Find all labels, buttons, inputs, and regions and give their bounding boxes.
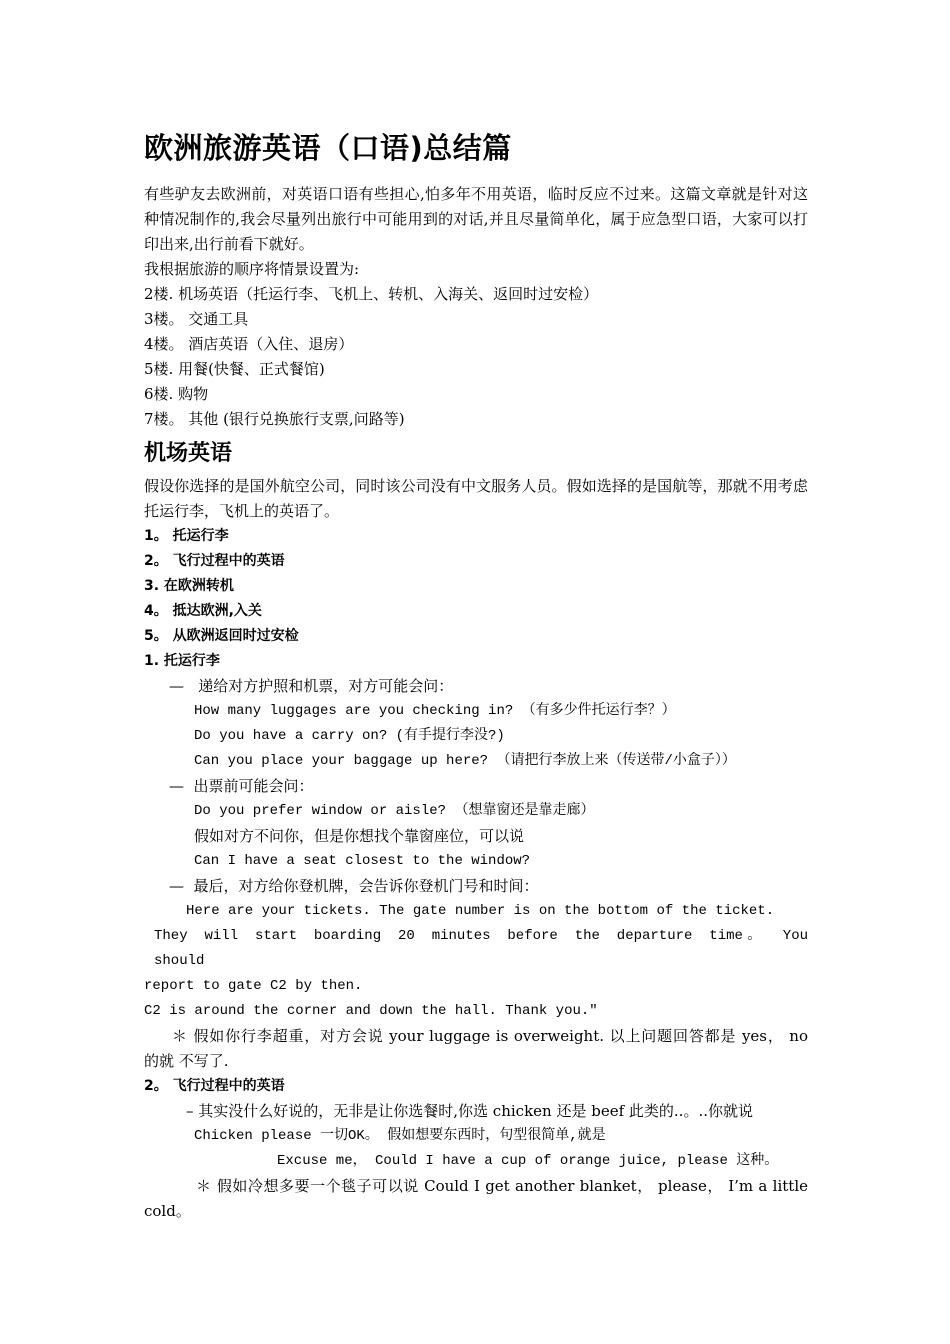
phrase-line: Here are your tickets. The gate number is on the bottom of the ticket. [186, 903, 775, 919]
subsection-heading-checkin: 1. 托运行李 [144, 653, 220, 669]
blanket-note: ＊ 假如冷想多要一个毯子可以说 Could I get another blanket， please， I’m a little [196, 1177, 808, 1195]
floor-item: 5楼. 用餐(快餐、正式餐馆) [144, 360, 325, 378]
phrase-line: They will start boarding 20 minutes before the departure time。 You should [154, 928, 808, 969]
airport-paragraph: 假设你选择的是国外航空公司，同时该公司没有中文服务人员。假如选择的是国航等，那就不用考虑托运行李，飞机上的英语了。 [144, 477, 808, 520]
section-heading-airport: 机场英语 [144, 441, 233, 466]
checkin-step-3: — 最后，对方给你登机牌，会告诉你登机门号和时间： [169, 877, 539, 895]
page-title: 欧洲旅游英语（口语)总结篇 [144, 131, 512, 165]
phrase-line: Chicken please 一切OK。 假如想要东西时，句型很简单,就是 [194, 1128, 606, 1144]
phrase-line: Do you prefer window or aisle? （想靠窗还是靠走廊） [194, 803, 595, 819]
topic-item: 2。 飞行过程中的英语 [144, 553, 285, 569]
topic-item: 5。 从欧洲返回时过安检 [144, 628, 299, 644]
order-line: 我根据旅游的顺序将情景设置为: [144, 260, 360, 278]
phrase-line: C2 is around the corner and down the hall. Thank you." [144, 1003, 598, 1019]
topic-item: 1。 托运行李 [144, 528, 229, 544]
phrase-line: Excuse me， Could I have a cup of orange juice, please 这种。 [277, 1153, 779, 1169]
inflight-line: – 其实没什么好说的，无非是让你选餐时,你选 chicken 还是 beef 此类的..。..你就说 [186, 1102, 753, 1120]
phrase-line: Do you have a carry on? (有手提行李没?) [194, 728, 505, 744]
subsection-heading-inflight: 2。 飞行过程中的英语 [144, 1078, 285, 1094]
note-line: 假如对方不问你，但是你想找个靠窗座位，可以说 [194, 827, 525, 845]
phrase-line: report to gate C2 by then. [144, 978, 363, 994]
overweight-note-cont: 的就 不写了. [144, 1052, 229, 1070]
floor-item: 6楼. 购物 [144, 385, 209, 403]
phrase-line: Can you place your baggage up here? （请把行李放上来（传送带/小盒子）） [194, 753, 736, 769]
blanket-note-cont: cold。 [144, 1202, 191, 1220]
topic-item: 4。 抵达欧洲,入关 [144, 603, 262, 619]
document-page [144, 128, 808, 1224]
checkin-step-1: — 递给对方护照和机票，对方可能会问： [169, 677, 454, 695]
phrase-line: How many luggages are you checking in? （有多少件托运行李？） [194, 703, 676, 719]
overweight-note: ＊ 假如你行李超重，对方会说 your luggage is overweight. 以上问题回答都是 yes， no [172, 1027, 808, 1045]
floor-item: 7楼。 其他 (银行兑换旅行支票,问路等) [144, 410, 405, 428]
floor-item: 4楼。 酒店英语（入住、退房） [144, 335, 354, 353]
topic-item: 3. 在欧洲转机 [144, 578, 234, 594]
intro-paragraph: 有些驴友去欧洲前，对英语口语有些担心,怕多年不用英语，临时反应不过来。这篇文章就是针对这种情况制作的,我会尽量列出旅行中可能用到的对话,并且尽量简单化，属于应急型口语，大家可以打印出来,出行前看下就好。 [144, 185, 808, 253]
floor-item: 2楼. 机场英语（托运行李、飞机上、转机、入海关、返回时过安检） [144, 285, 599, 303]
floor-item: 3楼。 交通工具 [144, 310, 249, 328]
checkin-step-2: — 出票前可能会问： [169, 777, 314, 795]
phrase-line: Can I have a seat closest to the window? [194, 853, 531, 869]
